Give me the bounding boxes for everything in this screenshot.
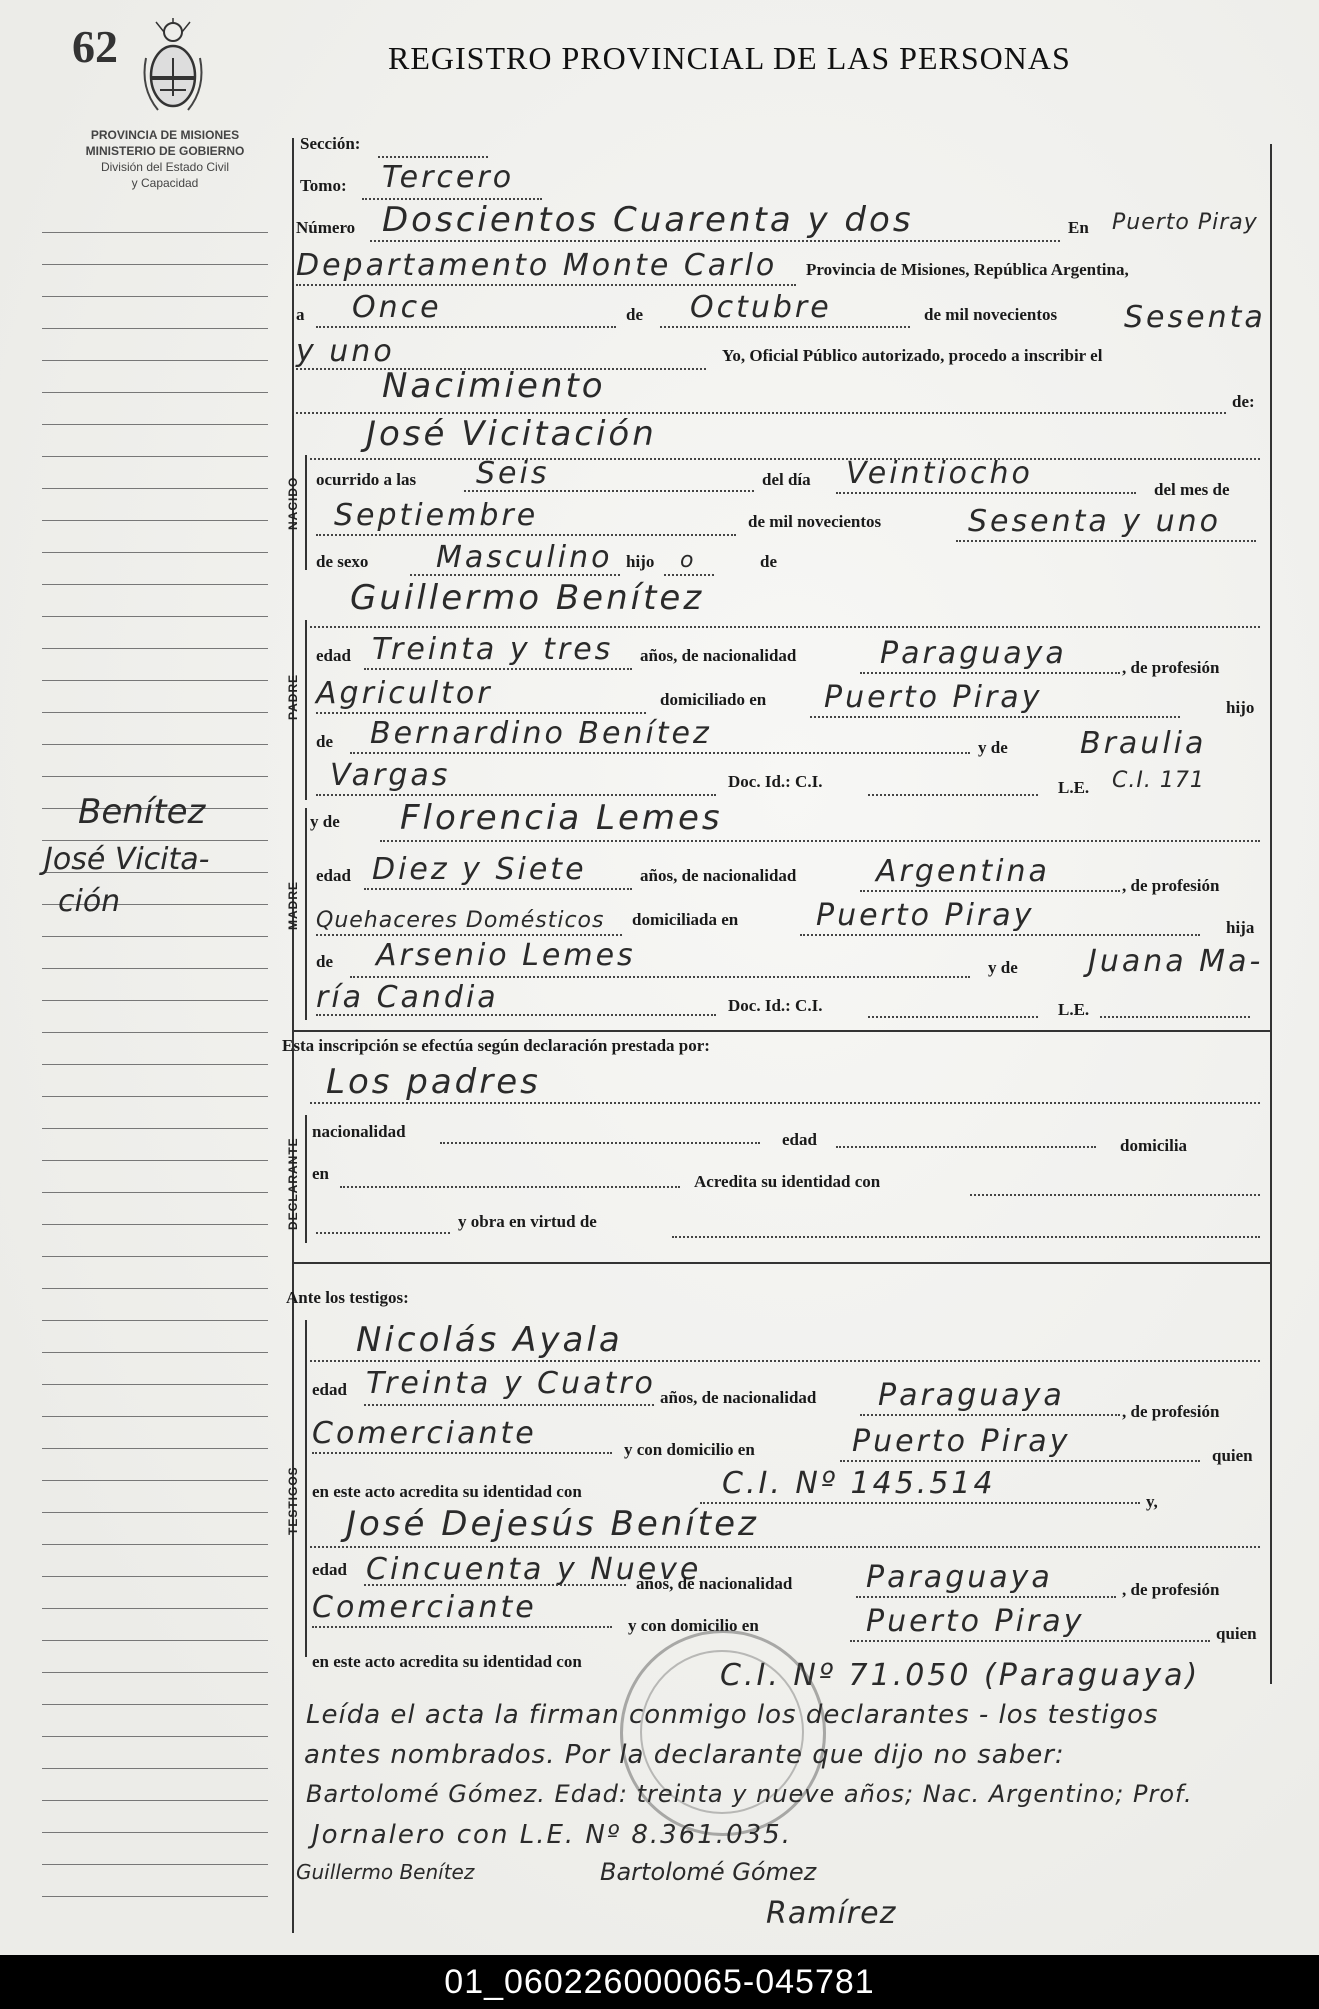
note-line-3: Bartolomé Gómez. Edad: treinta y nueve años; Nac. Argentino; Prof. [306, 1780, 1193, 1808]
value-nombre: José Vicitación [366, 414, 657, 454]
label-acredita: Acredita su identidad con [694, 1172, 881, 1191]
value-padre: Guillermo Benítez [350, 578, 705, 618]
label-sexo: de sexo [316, 552, 369, 571]
page-title: REGISTRO PROVINCIAL DE LAS PERSONAS [388, 40, 1071, 76]
value-t2-dom: Puerto Piray [866, 1604, 1085, 1639]
label-de: de [626, 305, 643, 324]
value-t1-doc: C.I. Nº 145.514 [722, 1466, 996, 1501]
margin-note-surname: Benítez [78, 792, 206, 832]
label-en: En [1068, 218, 1089, 237]
declarante-bracket [305, 1115, 307, 1243]
value-anio-a: Sesenta [1124, 300, 1266, 335]
value-madre-edad: Diez y Siete [372, 852, 587, 887]
label-ocurrido: ocurrido a las [316, 470, 417, 489]
label-provincia: Provincia de Misiones, República Argentina, [806, 260, 1129, 279]
value-anio-b: y uno [296, 334, 395, 369]
org-province: PROVINCIA DE MISIONES [90, 128, 240, 142]
label-t2-anos-nac: años, de nacionalidad [636, 1574, 793, 1593]
value-t2-nac: Paraguaya [866, 1560, 1053, 1595]
label-y-de-2: y de [310, 812, 340, 831]
value-abuelo-m: Arsenio Lemes [376, 938, 636, 973]
label-t1-profesion: , de profesión [1122, 1402, 1220, 1421]
label-doc-id: Doc. Id.: C.I. [728, 772, 823, 791]
section-divider-2 [292, 1262, 1270, 1264]
label-domicilia: domicilia [1120, 1136, 1188, 1155]
value-mes-nac: Septiembre [334, 498, 539, 533]
margin-note-name: José Vicita- [44, 842, 210, 877]
value-hijo: o [680, 548, 695, 573]
label-numero: Número [296, 218, 356, 237]
side-label-testigos: TESTIGOS [286, 1466, 300, 1535]
label-t1-en-acto: en este acto acredita su identidad con [312, 1482, 582, 1501]
value-t1-nac: Paraguaya [878, 1378, 1065, 1413]
label-inscripcion: Esta inscripción se efectúa según declaración prestada por: [282, 1036, 710, 1055]
value-testigo2: José Dejesús Benítez [346, 1504, 759, 1544]
label-de-colon: de: [1232, 392, 1255, 411]
value-madre: Florencia Lemes [400, 798, 723, 838]
label-t1-domicilio: y con domicilio en [624, 1440, 755, 1459]
label-del-mes: del mes de [1154, 480, 1230, 499]
label-y-de-3: y de [988, 958, 1018, 977]
label-t2-en-acto: en este acto acredita su identidad con [312, 1652, 582, 1671]
value-madre-dom: Puerto Piray [816, 898, 1035, 933]
side-label-nacido: NACIDO [286, 476, 300, 530]
value-madre-nac: Argentina [876, 854, 1050, 889]
value-padre-edad: Treinta y tres [372, 632, 614, 667]
label-nacionalidad: nacionalidad [312, 1122, 406, 1141]
value-t1-prof: Comerciante [312, 1416, 537, 1451]
label-yo-oficial: Yo, Oficial Público autorizado, procedo a inscribir el [722, 346, 1103, 365]
note-line-4: Jornalero con L.E. Nº 8.361.035. [312, 1820, 792, 1850]
side-label-declarante: DECLARANTE [286, 1137, 300, 1230]
label-t1-anos-nac: años, de nacionalidad [660, 1388, 817, 1407]
label-de-profesion: , de profesión [1122, 658, 1220, 677]
label-tomo: Tomo: [300, 176, 347, 195]
label-de-3: de [316, 732, 333, 751]
value-t1-edad: Treinta y Cuatro [366, 1366, 656, 1401]
note-line-2: antes nombrados. Por la declarante que dijo no saber: [304, 1740, 1065, 1770]
value-t2-edad: Cincuenta y Nueve [366, 1552, 702, 1587]
label-mil-novecientos: de mil novecientos [924, 305, 1058, 324]
label-de-profesion-2: , de profesión [1122, 876, 1220, 895]
note-line-1: Leída el acta la firman conmigo los declarantes - los testigos [306, 1700, 1159, 1730]
side-label-padre: PADRE [286, 673, 300, 720]
coat-of-arms-icon [138, 18, 208, 116]
label-le: L.E. [1058, 778, 1090, 797]
testigos-bracket [305, 1320, 307, 1657]
value-acto: Nacimiento [382, 366, 606, 406]
value-padre-dom: Puerto Piray [824, 680, 1043, 715]
label-domiciliada: domiciliada en [632, 910, 739, 929]
padre-bracket [305, 620, 307, 800]
value-declarante: Los padres [326, 1062, 541, 1102]
value-padre-nac: Paraguaya [880, 636, 1067, 671]
label-de-4: de [316, 952, 333, 971]
value-t1-dom: Puerto Piray [852, 1424, 1071, 1459]
label-le-2: L.E. [1058, 1000, 1090, 1019]
page-number: 62 [72, 21, 118, 72]
signature-official: Ramírez [766, 1896, 897, 1931]
value-padre-le: C.I. 171 [1112, 768, 1205, 793]
label-t1-edad: edad [312, 1380, 347, 1399]
value-abuela-p-a: Braulia [1080, 726, 1207, 761]
org-division: División del Estado Civil [100, 160, 230, 174]
label-t2-profesion: , de profesión [1122, 1580, 1220, 1599]
value-abuelo-p: Bernardino Benítez [370, 716, 712, 751]
value-t2-doc: C.I. Nº 71.050 (Paraguaya) [720, 1658, 1201, 1693]
label-t2-edad: edad [312, 1560, 347, 1579]
value-abuela-m-a: Juana Ma- [1088, 944, 1264, 979]
label-hijo-2: hijo [1226, 698, 1255, 717]
label-del-dia: del día [762, 470, 811, 489]
org-ministry: MINISTERIO DE GOBIERNO [85, 144, 245, 158]
side-label-madre: MADRE [286, 881, 300, 930]
value-madre-prof: Quehaceres Domésticos [316, 908, 605, 933]
value-numero: Doscientos Cuarenta y dos [382, 200, 914, 240]
label-padre-edad: edad [316, 646, 351, 665]
value-sexo: Masculino [436, 540, 613, 575]
label-obra: y obra en virtud de [458, 1212, 597, 1231]
section-divider-1 [292, 1030, 1270, 1032]
label-edad-decl: edad [782, 1130, 817, 1149]
signature-father: Guillermo Benítez [296, 1860, 475, 1884]
value-en: Puerto Piray [1112, 210, 1258, 235]
image-id-text: 01_060226000065-045781 [444, 1963, 875, 2001]
value-t2-prof: Comerciante [312, 1590, 537, 1625]
label-de-2: de [760, 552, 777, 571]
value-tomo: Tercero [382, 160, 515, 195]
label-mil-novecientos-2: de mil novecientos [748, 512, 882, 531]
label-t1-quien: quien [1212, 1446, 1253, 1465]
label-t2-domicilio: y con domicilio en [628, 1616, 759, 1635]
value-dia-nac: Veintiocho [846, 456, 1033, 491]
label-t2-quien: quien [1216, 1624, 1257, 1643]
label-anos-nac: años, de nacionalidad [640, 646, 797, 665]
value-abuela-p-b: Vargas [330, 758, 451, 793]
image-id-footer [0, 1955, 1319, 2009]
value-dia: Once [352, 290, 442, 325]
margin-note-name-end: ción [58, 884, 121, 919]
label-doc-id-2: Doc. Id.: C.I. [728, 996, 823, 1015]
label-hijo: hijo [626, 552, 655, 571]
label-seccion: Sección: [300, 134, 361, 153]
value-departamento: Departamento Monte Carlo [296, 248, 778, 283]
label-ante: Ante los testigos: [286, 1288, 409, 1307]
value-testigo1: Nicolás Ayala [356, 1320, 623, 1360]
label-y-coma: y, [1146, 1492, 1158, 1511]
value-hora: Seis [476, 456, 550, 491]
label-a: a [296, 305, 305, 324]
value-anio-nac: Sesenta y uno [968, 504, 1221, 539]
label-hija: hija [1226, 918, 1255, 937]
frame-right-border [1270, 144, 1272, 1684]
value-abuela-m-b: ría Candia [316, 980, 499, 1015]
madre-bracket [305, 808, 307, 1020]
label-y-de: y de [978, 738, 1008, 757]
org-capacity: y Capacidad [131, 176, 199, 190]
nacido-bracket [305, 455, 307, 570]
label-domiciliado: domiciliado en [660, 690, 767, 709]
value-padre-prof: Agricultor [316, 676, 493, 711]
signature-declarant: Bartolomé Gómez [600, 1858, 817, 1886]
label-anos-nac-2: años, de nacionalidad [640, 866, 797, 885]
label-en-decl: en [312, 1164, 329, 1183]
label-madre-edad: edad [316, 866, 351, 885]
value-mes: Octubre [690, 290, 832, 325]
